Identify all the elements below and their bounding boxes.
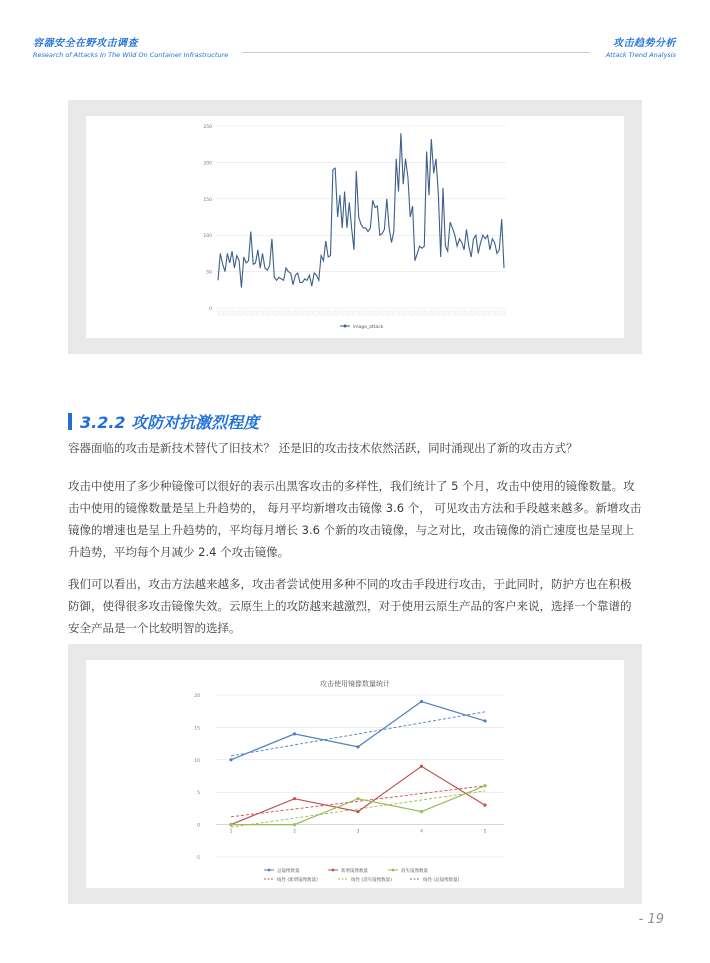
x-tick-mark xyxy=(441,310,443,316)
x-tick-mark xyxy=(286,310,288,316)
x-tick-mark xyxy=(413,310,415,316)
data-point-0-0 xyxy=(229,758,232,761)
x-tick-mark xyxy=(373,310,375,316)
x-tick-mark xyxy=(352,310,354,316)
y-tick-label-2: 5 xyxy=(197,791,200,797)
x-tick-mark xyxy=(288,310,290,316)
x-tick-mark xyxy=(415,310,417,316)
x-tick-mark xyxy=(387,310,389,316)
x-tick-mark xyxy=(450,310,452,316)
x-tick-mark xyxy=(497,310,499,316)
x-tick-label-3: 4 xyxy=(420,829,423,835)
x-tick-mark xyxy=(309,310,311,316)
y-tick-label-4: 200 xyxy=(203,161,212,167)
x-tick-mark xyxy=(420,310,422,316)
x-tick-mark xyxy=(265,310,267,316)
y-tick-label-3: 150 xyxy=(203,197,212,203)
x-tick-mark xyxy=(370,310,372,316)
x-tick-mark xyxy=(312,310,314,316)
y-tick-label-3: 10 xyxy=(194,758,200,764)
x-tick-label-4: 5 xyxy=(483,829,487,835)
x-tick-mark xyxy=(342,310,344,316)
data-point-2-1 xyxy=(293,823,296,826)
x-tick-mark xyxy=(438,310,440,316)
data-point-2-0 xyxy=(229,823,232,826)
x-tick-mark xyxy=(443,310,445,316)
chart2-legend xyxy=(264,867,460,883)
data-point-1-2 xyxy=(356,810,359,813)
x-tick-mark xyxy=(281,310,283,316)
x-tick-mark xyxy=(466,310,468,316)
x-tick-mark xyxy=(225,310,227,316)
x-tick-mark xyxy=(431,310,433,316)
legend-marker-image-attack xyxy=(344,325,347,328)
legend-marker-series-1 xyxy=(332,869,335,872)
x-tick-mark xyxy=(232,310,234,316)
legend-label-trend-0: 线性 (新增镜像数量) xyxy=(277,878,318,883)
chart2-title: 攻击使用镜像数量统计 xyxy=(320,680,390,688)
x-tick-mark xyxy=(476,310,478,316)
paragraph-1: 容器面临的攻击是新技术替代了旧技术？ 还是旧的攻击技术依然活跃，同时涌现出了新的攻击方式？ xyxy=(68,441,578,455)
legend-label-trend-2: 线性 (总镜像数量) xyxy=(423,878,460,883)
data-point-1-3 xyxy=(420,765,423,768)
chart2-area xyxy=(86,660,624,888)
chart2-panel xyxy=(68,644,642,904)
x-tick-mark xyxy=(406,310,408,316)
x-tick-mark xyxy=(417,310,419,316)
legend-label-series-0: 总镜像数量 xyxy=(277,869,300,874)
x-tick-mark xyxy=(375,310,377,316)
y-tick-label-5: 20 xyxy=(194,694,200,699)
data-point-1-4 xyxy=(483,804,486,807)
x-tick-mark xyxy=(464,310,466,316)
x-tick-mark xyxy=(326,310,328,316)
chart1-legend xyxy=(340,324,384,330)
section-title-cn: 攻击趋势分析 xyxy=(613,38,676,49)
x-tick-mark xyxy=(389,310,391,316)
x-tick-mark xyxy=(394,310,396,316)
y-tick-label-5: 250 xyxy=(203,125,212,130)
report-header xyxy=(33,34,228,59)
x-tick-mark xyxy=(471,310,473,316)
x-tick-mark xyxy=(253,310,255,316)
series-line-image-attack xyxy=(218,133,504,287)
x-tick-mark xyxy=(469,310,471,316)
x-tick-mark xyxy=(345,310,347,316)
series-line-0 xyxy=(231,702,485,760)
data-point-0-1 xyxy=(293,732,296,735)
x-tick-mark xyxy=(445,310,447,316)
x-tick-mark xyxy=(481,310,483,316)
x-tick-mark xyxy=(316,310,318,316)
series-line-2 xyxy=(231,786,485,825)
x-tick-mark xyxy=(319,310,321,316)
x-tick-mark xyxy=(302,310,304,316)
data-point-0-2 xyxy=(356,745,359,748)
x-tick-mark xyxy=(436,310,438,316)
x-tick-mark xyxy=(474,310,476,316)
heading-accent-bar xyxy=(68,413,72,430)
x-tick-mark xyxy=(410,310,412,316)
section-header xyxy=(606,34,676,59)
x-tick-mark xyxy=(492,310,494,316)
x-tick-mark xyxy=(328,310,330,316)
x-tick-mark xyxy=(274,310,276,316)
image-count-chart xyxy=(86,660,624,888)
x-tick-mark xyxy=(452,310,454,316)
x-tick-mark xyxy=(272,310,274,316)
x-tick-mark xyxy=(347,310,349,316)
x-tick-mark xyxy=(455,310,457,316)
x-tick-mark xyxy=(284,310,286,316)
x-tick-mark xyxy=(488,310,490,316)
legend-marker-series-2 xyxy=(392,869,395,872)
y-tick-label-1: 0 xyxy=(197,823,200,829)
x-tick-mark xyxy=(270,310,272,316)
data-point-0-3 xyxy=(420,700,423,703)
x-tick-mark xyxy=(499,310,501,316)
paragraph-2: 攻击中使用了多少种镜像可以很好的表示出黑客攻击的多样性，我们统计了 5 个月，攻击中使用的镜像数量。攻击中使用的镜像数量是呈上升趋势的， 每月平均新增攻击镜像 3.6 个， 可见攻击方法和手段越来越多。新增攻击镜像的增速也是呈上升趋势的，平均每月增长 3.6 个新的攻击镜像，与之对比，攻击镜像的消亡速度也是呈现上升趋势，平均每个月减少 2.4 个攻击镜像。 xyxy=(68,479,642,559)
data-point-2-4 xyxy=(483,784,486,787)
data-point-1-1 xyxy=(293,797,296,800)
x-tick-mark xyxy=(401,310,403,316)
x-tick-mark xyxy=(490,310,492,316)
x-tick-mark xyxy=(422,310,424,316)
x-tick-label-1: 2 xyxy=(293,829,296,835)
x-tick-mark xyxy=(335,310,337,316)
x-tick-mark xyxy=(434,310,436,316)
x-tick-mark xyxy=(220,310,222,316)
data-point-2-3 xyxy=(420,810,423,813)
x-tick-mark xyxy=(502,310,504,316)
x-tick-mark xyxy=(256,310,257,316)
y-tick-label-1: 50 xyxy=(206,270,212,276)
x-tick-mark xyxy=(377,310,379,316)
x-tick-mark xyxy=(427,310,429,316)
x-tick-mark xyxy=(263,310,265,316)
x-tick-mark xyxy=(391,310,393,316)
x-tick-mark xyxy=(403,310,405,316)
page-number: - 19 xyxy=(638,912,664,927)
y-tick-label-2: 100 xyxy=(203,234,212,240)
section-title-en: Attack Trend Analysis xyxy=(605,51,676,59)
x-tick-mark xyxy=(260,310,262,316)
x-tick-mark xyxy=(399,310,401,316)
x-tick-mark xyxy=(333,310,335,316)
y-tick-label-0: 0 xyxy=(209,307,212,312)
chart1-panel xyxy=(68,100,642,354)
x-tick-mark xyxy=(223,310,225,316)
x-tick-mark xyxy=(237,310,239,316)
legend-label-series-1: 新增镜像数量 xyxy=(341,869,368,874)
x-tick-mark xyxy=(239,310,241,316)
x-tick-mark xyxy=(279,310,281,316)
report-title-en: Research of Attacks In The Wild On Container Infrastructure xyxy=(33,51,229,59)
x-tick-mark xyxy=(366,310,368,316)
x-tick-mark xyxy=(321,310,323,316)
x-tick-mark xyxy=(483,310,485,316)
x-tick-mark xyxy=(291,310,293,316)
x-tick-mark xyxy=(340,310,342,316)
data-point-0-4 xyxy=(483,719,486,722)
trendline-2 xyxy=(231,712,485,756)
x-tick-mark xyxy=(368,310,370,316)
x-tick-mark xyxy=(424,310,426,316)
x-tick-mark xyxy=(338,310,340,316)
x-tick-mark xyxy=(462,310,464,316)
section-heading-text: 3.2.2 攻防对抗激烈程度 xyxy=(80,413,260,432)
image-attack-chart xyxy=(86,116,624,338)
x-tick-mark xyxy=(448,310,450,316)
legend-label-image-attack: image_attack xyxy=(353,325,384,330)
data-point-2-2 xyxy=(356,797,359,800)
x-tick-mark xyxy=(380,310,382,316)
header-divider xyxy=(242,52,590,53)
x-tick-mark xyxy=(331,310,333,316)
x-tick-mark xyxy=(218,310,220,316)
x-tick-mark xyxy=(300,310,302,316)
x-tick-mark xyxy=(408,310,410,316)
legend-label-series-2: 消失镜像数量 xyxy=(401,869,428,874)
x-tick-mark xyxy=(248,310,250,316)
x-tick-mark xyxy=(314,310,316,316)
x-tick-mark xyxy=(495,310,497,316)
x-tick-mark xyxy=(354,310,356,316)
x-tick-mark xyxy=(307,310,309,316)
x-tick-mark xyxy=(396,310,398,316)
chart1-area xyxy=(86,116,624,338)
section-heading xyxy=(68,410,259,433)
x-tick-mark xyxy=(478,310,480,316)
x-tick-mark xyxy=(227,310,229,316)
legend-label-trend-1: 线性 (消失镜像数量) xyxy=(351,878,392,883)
x-tick-mark xyxy=(267,310,269,316)
x-tick-mark xyxy=(363,310,365,316)
x-tick-mark xyxy=(356,310,358,316)
x-tick-mark xyxy=(251,310,253,316)
x-tick-mark xyxy=(359,310,361,316)
x-tick-mark xyxy=(384,310,386,316)
x-tick-mark xyxy=(504,310,506,316)
x-tick-mark xyxy=(323,310,325,316)
x-tick-mark xyxy=(361,310,363,316)
x-tick-mark xyxy=(258,310,260,316)
x-tick-mark xyxy=(485,310,487,316)
report-title-cn: 容器安全在野攻击调查 xyxy=(33,38,138,49)
x-tick-mark xyxy=(244,310,246,316)
x-tick-mark xyxy=(298,310,300,316)
x-tick-mark xyxy=(459,310,461,316)
x-tick-mark xyxy=(230,310,232,316)
paragraph-3: 我们可以看出，攻击方法越来越多，攻击者尝试使用多种不同的攻击手段进行攻击，于此同时，防护方也在积极防御，使得很多攻击镜像失效。云原生上的攻防越来越激烈，对于使用云原生产品的客户来说，选择一个靠谱的安全产品是一个比较明智的选择。 xyxy=(68,577,632,635)
x-tick-label-2: 3 xyxy=(356,829,360,835)
x-tick-mark xyxy=(305,310,307,316)
y-tick-label-4: 15 xyxy=(194,726,200,732)
x-tick-mark xyxy=(246,310,248,316)
x-tick-mark xyxy=(234,310,236,316)
x-tick-mark xyxy=(349,310,351,316)
x-tick-mark xyxy=(293,310,295,316)
x-tick-mark xyxy=(429,310,431,316)
legend-marker-series-0 xyxy=(268,869,271,872)
x-tick-mark xyxy=(457,310,459,316)
x-tick-label-0: 1 xyxy=(229,829,233,835)
x-tick-mark xyxy=(277,310,279,316)
y-tick-label-0: -5 xyxy=(195,856,200,861)
x-tick-mark xyxy=(382,310,384,316)
x-tick-mark xyxy=(295,310,297,316)
x-tick-mark xyxy=(241,310,243,316)
series-line-1 xyxy=(231,766,485,824)
